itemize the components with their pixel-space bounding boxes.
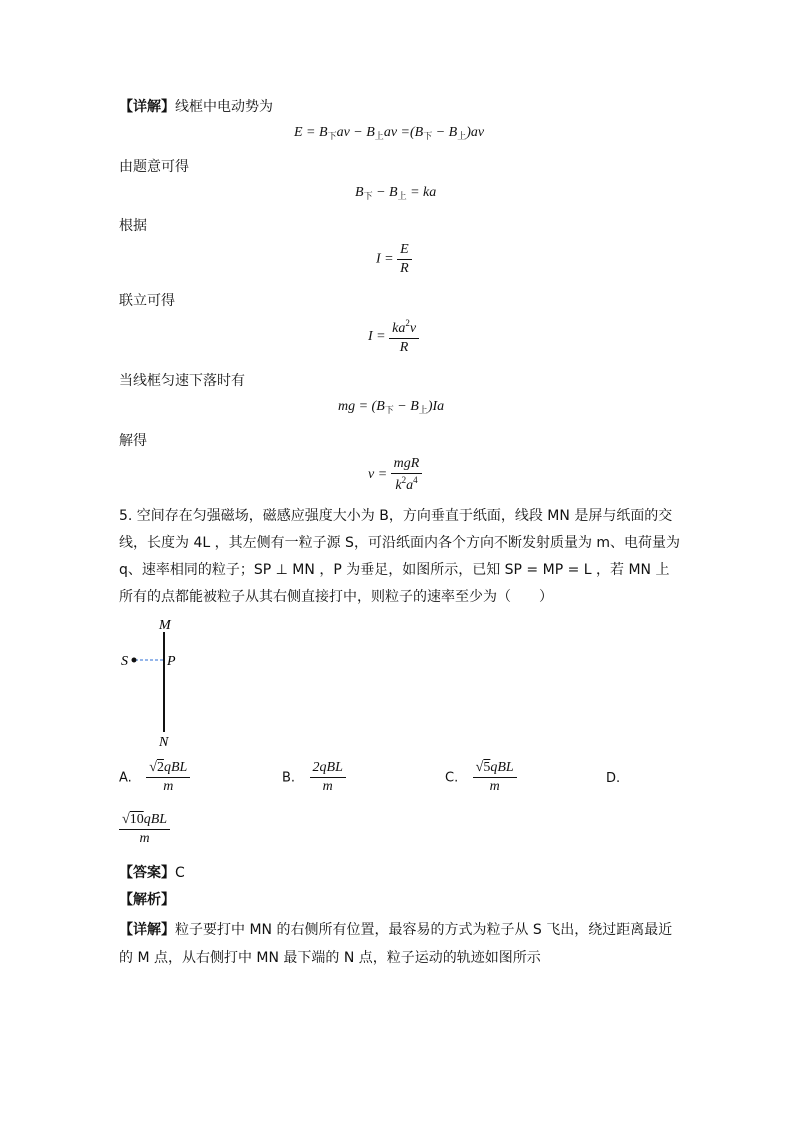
answer-tag: 【答案】 [119, 865, 175, 881]
equation-current-combined: I = $\frac{ka^2v}{R}$ [368, 318, 419, 356]
option-a-fraction: $\frac{\text{√2qBL}}{m}$ [146, 760, 190, 795]
text-line: 根据 [119, 218, 147, 234]
question-5 [119, 503, 699, 611]
question-line: q、速率相同的粒子；SP ⊥ MN ，P 为垂足，如图所示，已知 SP = MP = L ，若 MN 上 [119, 562, 670, 578]
text-line: 联立可得 [119, 293, 175, 309]
equation-field-diff: $B_下 - B_上$ = ka [355, 185, 437, 202]
question-line: 5. 空间存在匀强磁场，磁感应强度大小为 B，方向垂直于纸面，线段 MN 是屏与纸面的交 [119, 508, 673, 524]
option-d-fraction: $\frac{\text{√10qBL}}{m}$ [119, 812, 170, 847]
option-b[interactable]: B. $\frac{\text{2qBL}}{m}$ [282, 760, 346, 795]
detail-heading-line [119, 96, 273, 116]
label-s: S [121, 654, 128, 669]
fraction: $\frac{\text{mgR}}{k^2a^4}$ [391, 456, 423, 494]
fraction: $\frac{E}{R}$ [397, 242, 412, 277]
label-n: N [159, 735, 169, 750]
label-p: P [167, 654, 176, 669]
detail-2: 【详解】粒子要打中 MN 的右侧所有位置，最容易的方式为粒子从 S 飞出，绕过距离最近 的 M 点，从右侧打中 MN 最下端的 N 点，粒子运动的轨迹如图所示 [119, 922, 673, 966]
option-c[interactable]: C. $\frac{\text{√5qBL}}{m}$ [445, 760, 517, 795]
equation-emf: $E = B_下av - B_上av =(B_下 - B_上)av$ [294, 125, 485, 142]
question-line: 所有的点都能被粒子从其右侧直接打中，则粒子的速率至少为（ ） [119, 589, 553, 605]
option-d-label[interactable]: D. [606, 771, 621, 786]
option-d[interactable] [119, 812, 170, 847]
equation-velocity: v = $\frac{\text{mgR}}{k^2a^4}$ [368, 456, 422, 494]
source-point-s [132, 658, 137, 663]
detail-text: 线框中电动势为 [175, 99, 273, 115]
option-c-fraction: $\frac{\text{√5qBL}}{m}$ [473, 760, 517, 795]
fraction: $\frac{ka^2v}{R}$ [389, 318, 419, 356]
option-a[interactable]: A. $\frac{\text{√2qBL}}{m}$ [119, 760, 190, 795]
equation-equilibrium: mg = $(B_下 - B_上)Ia$ [338, 399, 445, 416]
option-b-fraction: $\frac{\text{2qBL}}{m}$ [310, 760, 346, 795]
text-line: 当线框匀速下落时有 [119, 373, 245, 389]
answer-value: C [175, 865, 185, 881]
label-m: M [159, 618, 171, 633]
analysis-tag: 【解析】 [119, 892, 175, 908]
answer-line [119, 862, 185, 882]
detail-tag: 【详解】 [119, 922, 175, 938]
equation-current: I = $\frac{E}{R}$ [376, 242, 412, 277]
text-line: 由题意可得 [119, 159, 189, 175]
text-line: 解得 [119, 433, 147, 449]
figure-mn-screen [110, 612, 200, 752]
detail-tag: 【详解】 [119, 99, 175, 115]
question-line: 线，长度为 4L ，其左侧有一粒子源 S，可沿纸面内各个方向不断发射质量为 m、电荷量为 [119, 535, 681, 551]
